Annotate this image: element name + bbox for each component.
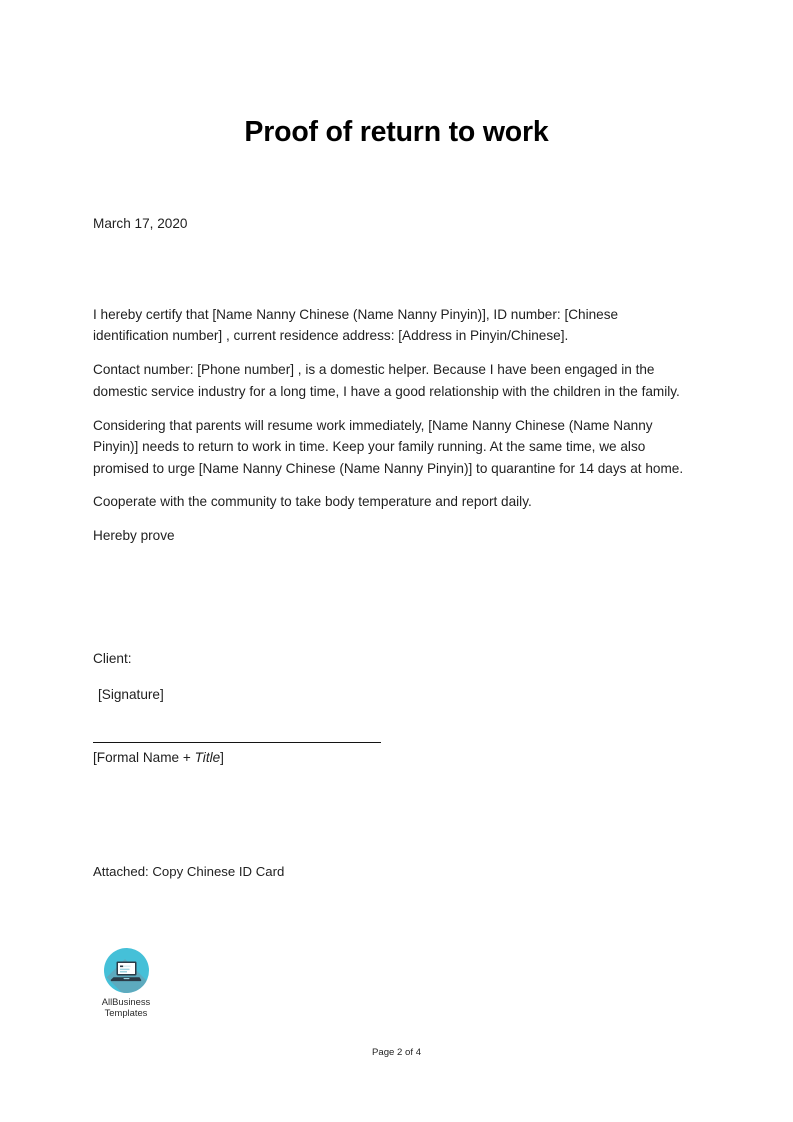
body-paragraph-3: Considering that parents will resume work immediately, [Name Nanny Chinese (Name Nanny Pinyin)] needs to return to work in time. Keep your family running. At the same time, we also promised to urge [Name Nanny Chinese (Name Nanny Pinyin)] to quarantine for 14 days at home. bbox=[93, 417, 684, 476]
body-paragraph-4: Cooperate with the community to take body temperature and report daily. bbox=[93, 494, 532, 510]
logo-text-line-1: AllBusiness bbox=[101, 996, 151, 1007]
logo-text bbox=[93, 996, 159, 1018]
laptop-icon bbox=[104, 948, 149, 993]
formal-name-title-line bbox=[93, 748, 697, 768]
brand-logo bbox=[93, 948, 159, 1018]
signature-line bbox=[93, 742, 381, 743]
client-label: Client: bbox=[93, 651, 132, 666]
signature-block bbox=[93, 649, 697, 768]
body-paragraph-2: Contact number: [Phone number] , is a domestic helper. Because I have been engaged in the domestic service industry for a long time, I have a good relationship with the children in the family. bbox=[93, 362, 680, 399]
body-paragraph-1: I hereby certify that [Name Nanny Chinese (Name Nanny Pinyin)], ID number: [Chinese identification number] , current residence address: [Address in Pinyin/Chinese]. bbox=[93, 306, 619, 344]
formal-name-suffix: ] bbox=[220, 749, 224, 765]
document-date: March 17, 2020 bbox=[93, 216, 188, 231]
formal-name-title-italic: Title bbox=[194, 749, 221, 765]
logo-text-line-2: Templates bbox=[104, 1007, 148, 1019]
logo-circle bbox=[104, 948, 149, 993]
signature-placeholder: [Signature] bbox=[98, 687, 164, 703]
attachment-note: Attached: Copy Chinese ID Card bbox=[93, 864, 285, 880]
page-title: Proof of return to work bbox=[244, 116, 549, 149]
page-number-footer: Page 2 of 4 bbox=[371, 1047, 422, 1058]
formal-name-prefix: [Formal Name + bbox=[93, 749, 195, 765]
spacer bbox=[93, 234, 697, 304]
document-body bbox=[93, 214, 697, 547]
body-paragraph-5: Hereby prove bbox=[93, 528, 175, 544]
